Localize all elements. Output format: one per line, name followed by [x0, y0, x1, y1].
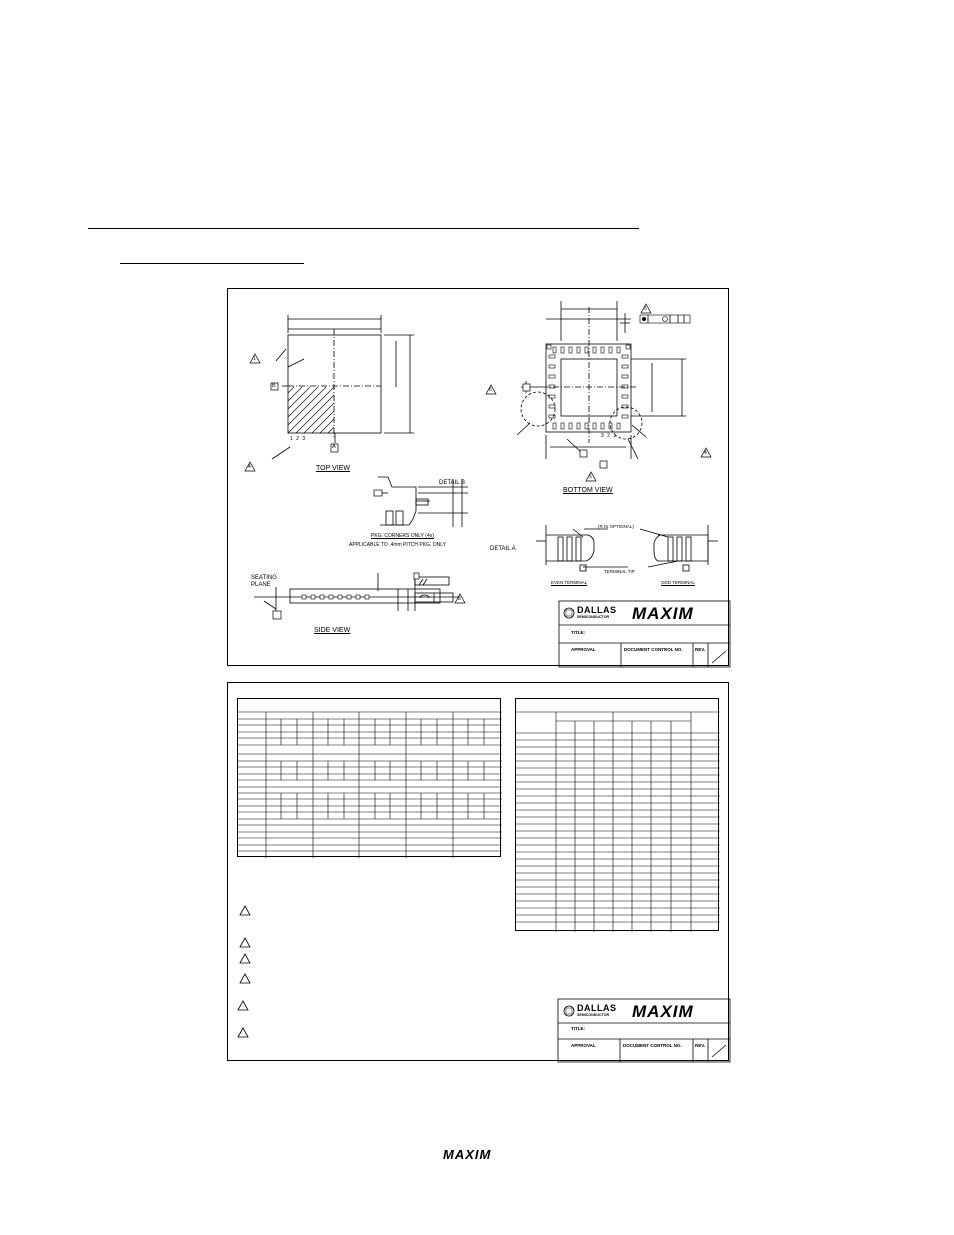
odd-terminal-label: ODD TERMINAL — [661, 580, 695, 585]
header-rule-short — [120, 263, 304, 264]
callout-4-top: 4 — [248, 464, 251, 470]
callout-6: 6 — [489, 387, 492, 393]
callout-1: 1 — [253, 356, 256, 362]
package-drawing-frame — [227, 288, 729, 666]
dallas-logo: DALLAS — [577, 605, 617, 615]
detail-a-label: DETAIL A — [490, 546, 516, 552]
pkg-corners-note: PKG. CORNERS ONLY (4x) — [371, 533, 434, 539]
side-view-label: SIDE VIEW — [314, 627, 351, 634]
datum-b-label: B — [272, 383, 276, 389]
document-control-label: DOCUMENT CONTROL NO. — [624, 647, 683, 652]
callout-8: 8 — [458, 596, 461, 602]
title-label-2: TITLE: — [571, 1026, 585, 1031]
top-view-label: TOP VIEW — [316, 465, 350, 472]
callout-4-right: 4 — [704, 450, 707, 456]
approval-label: APPROVAL — [571, 647, 596, 652]
pitch-note: APPLICABLE TO .4mm PITCH PKG. ONLY — [349, 542, 446, 548]
terminal-tip-note: TERMINAL TIP — [604, 569, 635, 574]
document-control-label-2: DOCUMENT CONTROL NO. — [623, 1043, 682, 1048]
header-rule-long — [88, 228, 639, 229]
semiconductor-text: SEMICONDUCTOR — [577, 615, 610, 619]
semiconductor-text-2: SEMICONDUCTOR — [577, 1013, 610, 1017]
callout-5-bottom: 5 — [589, 474, 592, 480]
seating-plane-label: SEATING PLANE — [251, 575, 277, 589]
maxim-logo-2: MAXIM — [632, 1002, 694, 1021]
rev-label-2: REV. — [695, 1043, 706, 1048]
detail-b-label: DETAIL B — [439, 480, 466, 486]
even-terminal-label: EVEN TERMINAL — [551, 580, 588, 585]
bottom-view-label: BOTTOM VIEW — [563, 487, 613, 494]
dallas-logo-2: DALLAS — [577, 1003, 617, 1013]
pin-numbers-bottom: 3 2 1 — [601, 433, 617, 439]
footer-maxim-logo: MAXIM — [443, 1147, 492, 1162]
datum-a-label: A — [332, 444, 336, 450]
maxim-logo: MAXIM — [632, 604, 694, 623]
dimension-table-frame — [227, 682, 729, 1061]
r-optional-note: (R IS OPTIONAL) — [598, 524, 634, 529]
title-label: TITLE: — [571, 630, 585, 635]
rev-label: REV. — [695, 647, 706, 652]
pin-numbers-top: 1 2 3 — [290, 436, 306, 442]
callout-5: 5 — [644, 306, 647, 312]
approval-label-2: APPROVAL — [571, 1043, 596, 1048]
